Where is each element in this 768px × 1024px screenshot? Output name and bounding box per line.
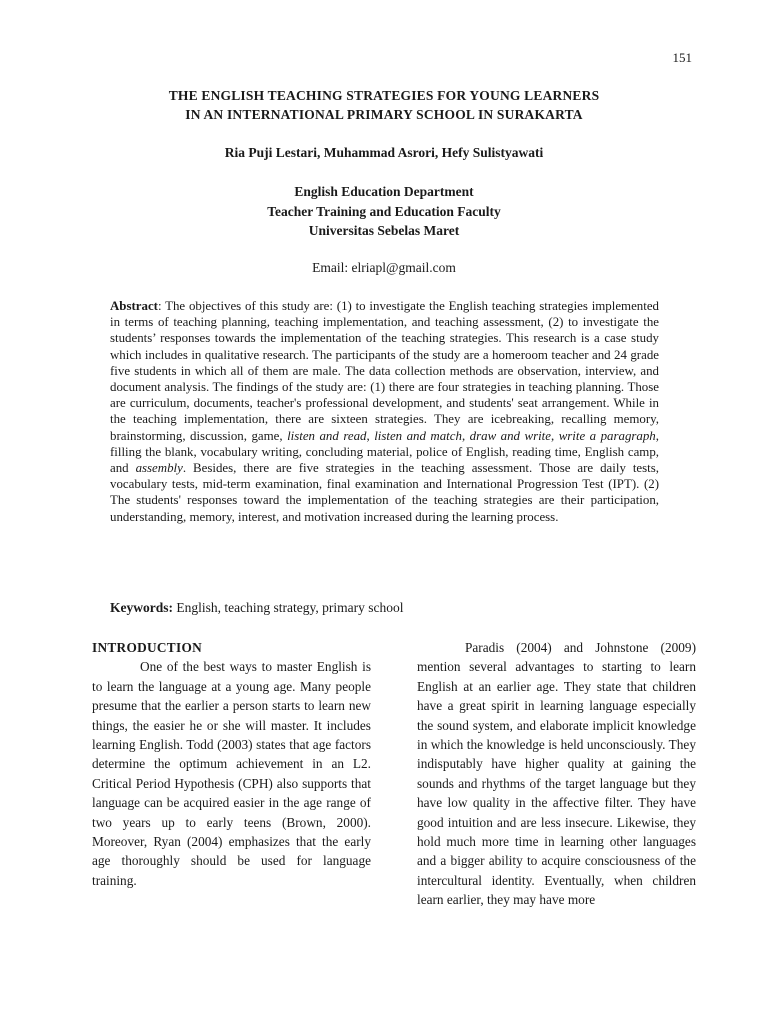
intro-paragraph-right: Paradis (2004) and Johnstone (2009) mention several advantages to starting to learn English at an earlier age. They state that children have a great spirit in learning language especially the sound system, and elaborate implicit knowledge in which the knowledge is held unconsciously. They indisputably have higher quality at gaining the sounds and rhythms of the target language but they have low quality in the affective filter. They have good intuition and are less insecure. Likewise, they hold much more time in learning other languages and a bigger ability to acquire consciousness of the intercultural identity. Eventually, when children learn earlier, they may have more	[417, 640, 696, 908]
affiliation-university: Universitas Sebelas Maret	[308, 223, 460, 238]
keywords-text: English, teaching strategy, primary school	[173, 600, 404, 615]
abstract-italic-5: assembly	[135, 461, 183, 476]
abstract-sep-2: ,	[461, 428, 470, 443]
keywords-label: Keywords:	[110, 600, 173, 615]
title-line-1: THE ENGLISH TEACHING STRATEGIES FOR YOUNG LEARNERS	[168, 88, 600, 103]
abstract-italic-3: draw and write	[469, 428, 551, 443]
abstract-italic-4: write a paragraph	[558, 428, 656, 443]
paper-title	[0, 86, 768, 124]
abstract-text-2: , filling the blank, vocabulary writing, concluding material, police of English, reading time, English camp, and	[110, 428, 659, 476]
affiliation	[0, 182, 768, 241]
abstract-text-3: . Besides, there are five strategies in the teaching assessment. Those are daily tests, vocabulary tests, mid-term examination, final examination and International Progression Test (IPT). (2) The students' responses toward the implementation of the teaching strategies are their participation, understanding, memory, interest, and motivation increased during the learning process.	[110, 461, 659, 524]
title-line-2: IN AN INTERNATIONAL PRIMARY SCHOOL IN SURAKARTA	[185, 107, 583, 122]
abstract-sep-1: ,	[366, 428, 375, 443]
right-column	[417, 638, 696, 910]
abstract	[110, 298, 659, 525]
abstract-text-1: : The objectives of this study are: (1) to investigate the English teaching strategies implemented in terms of teaching planning, teaching implementation, and teaching assessment, (2) to investigate the students’ responses towards the implementation of the teaching strategies. This research is a case study which includes in qualitative research. The participants of the study are a homeroom teacher and 24 grade five students in which all of them are male. The data collection methods are observation, interview, and document analysis. The findings of the study are: (1) there are four strategies in teaching planning. Those are curriculum, documents, teacher's professional development, and students' seat arrangement. While in the teaching implementation, there are sixteen strategies. They are icebreaking, recalling memory, brainstorming, discussion, game,	[110, 299, 659, 443]
affiliation-faculty: Teacher Training and Education Faculty	[267, 203, 501, 219]
affiliation-department: English Education Department	[294, 184, 474, 199]
author-list: Ria Puji Lestari, Muhammad Asrori, Hefy Sulistyawati	[224, 145, 544, 160]
abstract-label: Abstract	[110, 299, 158, 313]
abstract-sep-3: ,	[550, 428, 559, 443]
left-column	[92, 638, 371, 890]
page-number: 151	[672, 50, 692, 65]
intro-paragraph-left: One of the best ways to master English is to learn the language at a young age. Many people presume that the earlier a person starts to learn new things, the easier he or she will master. It includes learning English. Todd (2003) states that age factors determine the optimum achievement in an L2. Critical Period Hypothesis (CPH) also supports that language can be acquired easier in the age range of two years up to early teens (Brown, 2000). Moreover, Ryan (2004) emphasizes that the early age thoroughly should be used for language training.	[92, 659, 371, 888]
keywords	[110, 600, 659, 616]
author-email: Email: elriapl@gmail.com	[312, 260, 456, 275]
abstract-italic-2: listen and match	[374, 428, 462, 443]
section-heading-introduction: INTRODUCTION	[92, 640, 202, 655]
abstract-italic-1: listen and read	[287, 428, 367, 443]
